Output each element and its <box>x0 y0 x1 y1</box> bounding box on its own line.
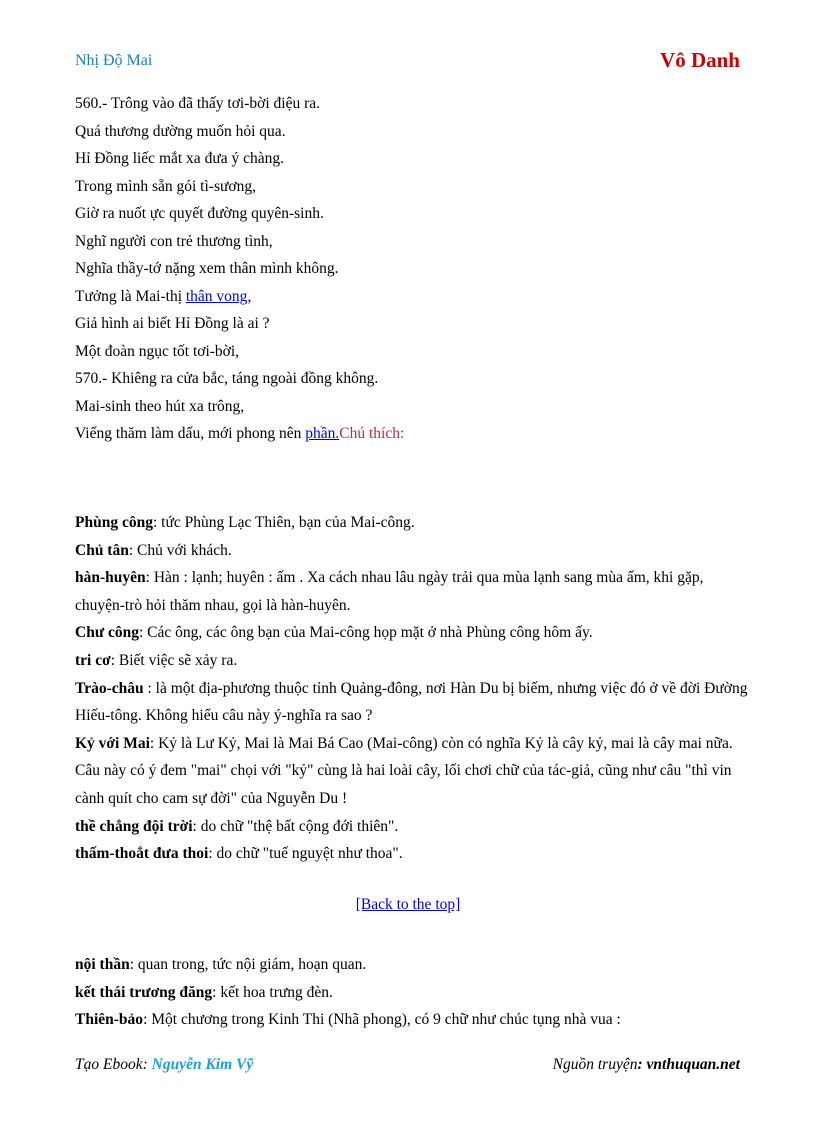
poem-text: Viếng thăm làm dấu, mới phong nên <box>75 425 306 442</box>
footnote-item <box>75 840 755 868</box>
note-term: Chư công <box>75 624 139 642</box>
footnote-item <box>75 730 755 813</box>
footnote-item <box>75 1006 755 1034</box>
note-text: : kết hoa trưng đèn. <box>212 983 333 1001</box>
footnote-item <box>75 813 755 841</box>
poem-body <box>75 94 755 452</box>
footer-source <box>553 1056 740 1074</box>
poem-line: Nghĩa thầy-tớ nặng xem thân mình không. <box>75 260 339 277</box>
poem-line: Giả hình ai biết Hỉ Đồng là ai ? <box>75 315 270 332</box>
footnote-item <box>75 979 755 1007</box>
poem-text: Tưởng là Mai-thị <box>75 287 186 305</box>
note-term: Phùng công <box>75 514 153 531</box>
note-text: : do chữ "tuế nguyệt như thoa". <box>208 845 403 863</box>
note-term: Chủ tân <box>75 541 129 559</box>
note-term: nội thần <box>75 956 130 973</box>
note-text: : Chủ với khách. <box>128 541 232 559</box>
note-term: kết thái trương đăng <box>75 983 213 1001</box>
note-term: thề chẳng đội trời <box>75 817 193 835</box>
footnote-item <box>75 564 755 619</box>
source-site: vnthuquan.net <box>646 1056 740 1073</box>
footnote-heading: Chú thích: <box>339 425 405 442</box>
footer-sep: : <box>637 1056 647 1073</box>
note-text: : Kỷ là Lư Kỷ, Mai là Mai Bá Cao (Mai-công) còn có nghĩa Kỷ là cây kỷ, mai là cây mai nữa. Câu này có ý đem "mai" chọi với "kỷ" cùng là hai loài cây, lối chơi chữ của tác-giả, cũng như câu "thì vin cành quít cho cam sự đời" của Nguyễn Du ! <box>75 734 733 807</box>
footnotes-continued <box>75 951 755 1034</box>
note-text: : tức Phùng Lạc Thiên, bạn của Mai-công. <box>152 514 415 531</box>
poem-line: 570.- Khiêng ra cửa bắc, táng ngoài đồng không. <box>75 370 379 387</box>
ebook-author: Nguyễn Kim Vỹ <box>151 1056 254 1073</box>
footnote-item <box>75 675 755 730</box>
poem-line: Một đoàn ngục tốt tơi-bời, <box>75 342 240 360</box>
footnote-item <box>75 647 755 675</box>
poem-text: , <box>247 287 252 305</box>
footnotes <box>75 509 755 868</box>
phan-link[interactable]: phần. <box>305 425 340 442</box>
note-term: tri cơ <box>75 651 111 669</box>
footer-label: Tạo Ebook <box>75 1056 143 1073</box>
footer-label: Nguồn truyện <box>552 1056 638 1073</box>
book-title: Nhị Độ Mai <box>75 52 153 69</box>
note-term: hàn-huyên <box>75 569 146 587</box>
note-text: : Biết việc sẽ xảy ra. <box>110 651 238 669</box>
footer-sep: : <box>142 1056 152 1073</box>
back-to-top-row <box>0 896 816 914</box>
note-term: thấm-thoắt đưa thoi <box>75 845 209 863</box>
back-to-top-link[interactable]: [Back to the top] <box>355 896 461 913</box>
note-text: : Một chương trong Kinh Thi (Nhã phong), có 9 chữ như chúc tụng nhà vua : <box>143 1011 621 1029</box>
poem-last-line <box>75 424 755 452</box>
poem-line: 560.- Trông vào đã thấy tơi-bời điệu ra. <box>75 95 320 112</box>
footnote-item <box>75 951 755 979</box>
poem-line: Quá thương dường muốn hỏi qua. <box>75 122 286 140</box>
author-name: Vô Danh <box>660 48 740 72</box>
poem-line: Mai-sinh theo hút xa trông, <box>75 397 245 415</box>
than-vong-link[interactable]: thân vong <box>185 287 248 305</box>
poem-line: Hỉ Đồng liếc mắt xa đưa ý chàng. <box>75 150 284 167</box>
footnote-item <box>75 509 755 537</box>
note-text: : Các ông, các ông bạn của Mai-công họp mặt ở nhà Phùng công hôm ấy. <box>139 624 593 642</box>
note-text: : do chữ "thệ bất cộng đới thiên". <box>192 817 399 835</box>
note-term: Thiên-bảo <box>75 1011 144 1029</box>
poem-line: Nghĩ người con trẻ thương tình, <box>75 232 273 250</box>
footnote-item <box>75 619 755 647</box>
note-term: Trào-châu <box>75 679 144 697</box>
footnote-item <box>75 537 755 565</box>
note-term: Kỷ với Mai <box>75 734 150 752</box>
poem-line-with-link <box>75 287 755 315</box>
note-text: : là một địa-phương thuộc tỉnh Quảng-đông, nơi Hàn Du bị biếm, nhưng việc đó ở về đời Đường Hiếu-tông. Không hiểu câu này ý-nghĩa ra sao ? <box>75 679 748 725</box>
note-text: : quan trong, tức nội giám, hoạn quan. <box>129 956 367 973</box>
poem-line: Giờ ra nuốt ực quyết đường quyên-sinh. <box>75 205 324 222</box>
poem-line: Trong mình sẵn gói tì-sương, <box>75 177 256 195</box>
footer-ebook-credit <box>75 1056 253 1074</box>
note-text: : Hàn : lạnh; huyên : ấm . Xa cách nhau lâu ngày trải qua mùa lạnh sang mùa ấm, khi gặp, chuyện-trò hỏi thăm nhau, gọi là hàn-huyên. <box>75 569 704 614</box>
